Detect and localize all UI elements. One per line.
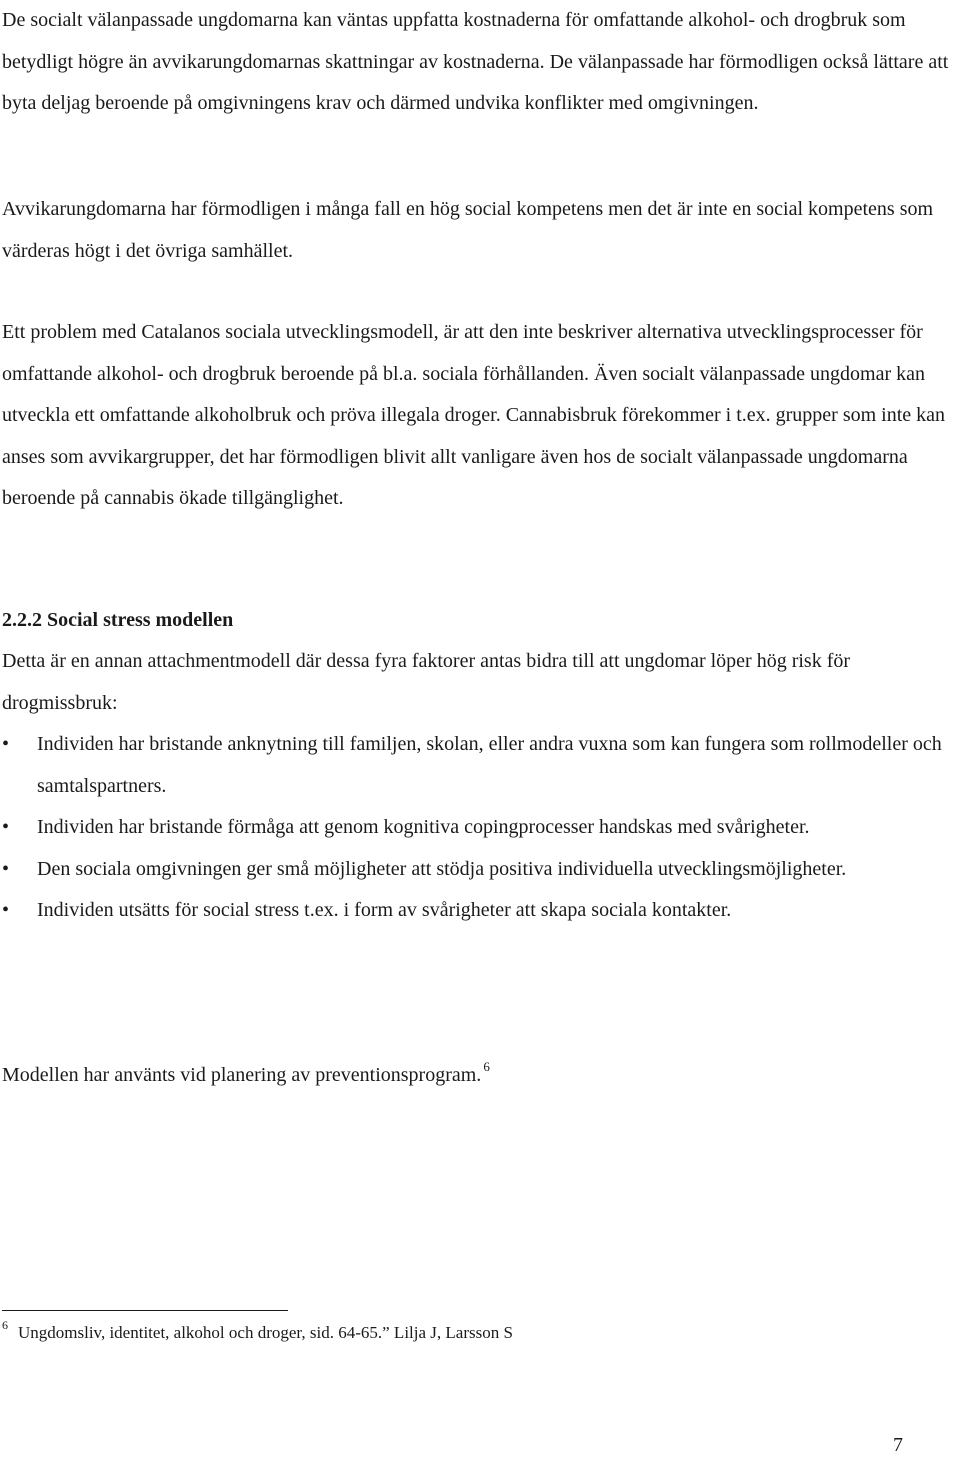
list-item	[2, 724, 956, 807]
list-item-text: Den sociala omgivningen ger små möjligheter att stödja positiva individuella utvecklingsmöjligheter.	[37, 857, 847, 880]
section-heading: 2.2.2 Social stress modellen	[2, 609, 234, 631]
list-item	[2, 807, 956, 849]
list-item	[2, 890, 956, 932]
page-number: 7	[893, 1434, 903, 1456]
footnote-reference[interactable]: 6	[483, 1059, 490, 1074]
closing-sentence	[2, 1055, 956, 1098]
paragraph-catalano-critique: Ett problem med Catalanos sociala utvecklingsmodell, är att den inte beskriver alternativa utvecklingsprocesser för omfattande alkohol- och drogbruk beroende på bl.a. sociala förhållanden. Även socialt välanpassade ungdomar kan utveckla ett omfattande alkoholbruk och pröva illegala droger. Cannabisbruk förekommer i t.ex. grupper som inte kan anses som avvikargrupper, det har förmodligen blivit allt vanligare även hos de socialt välanpassade ungdomarna beroende på cannabis ökade tillgänglighet.	[2, 321, 946, 509]
paragraph-welladjusted-youth: De socialt välanpassade ungdomarna kan väntas uppfatta kostnaderna för omfattande alkohol- och drogbruk som betydligt högre än avvikarungdomarnas skattningar av kostnaderna. De välanpassade har förmodligen också lättare att byta deljag beroende på omgivningens krav och därmed undvika konflikter med omgivningen.	[2, 9, 949, 114]
footnote-divider	[2, 1310, 288, 1311]
bullet-icon: •	[2, 857, 10, 880]
bullet-icon: •	[2, 816, 10, 838]
closing-text: Modellen har använts vid planering av preventionsprogram.	[2, 1064, 482, 1086]
list-item	[2, 849, 956, 891]
list-item-text: Individen har bristande förmåga att genom kognitiva copingprocesser handskas med svårigheter.	[37, 816, 810, 838]
footnote-number: 6	[2, 1318, 8, 1332]
footnote	[2, 1318, 513, 1349]
bullet-icon: •	[2, 899, 10, 921]
paragraph-deviant-youth: Avvikarungdomarna har förmodligen i många fall en hög social kompetens men det är inte en social kompetens som värderas högt i det övriga samhället.	[2, 198, 934, 262]
bullet-icon: •	[2, 733, 10, 755]
list-item-text: Individen utsätts för social stress t.ex. i form av svårigheter att skapa sociala kontakter.	[37, 899, 732, 921]
list-item-text: Individen har bristande anknytning till familjen, skolan, eller andra vuxna som kan fungera som rollmodeller och samtalspartners.	[37, 733, 942, 797]
footnote-text: Ungdomsliv, identitet, alkohol och droger, sid. 64-65.” Lilja J, Larsson S	[18, 1323, 513, 1342]
section-intro: Detta är en annan attachmentmodell där dessa fyra faktorer antas bidra till att ungdomar löper hög risk för drogmissbruk:	[2, 650, 851, 714]
risk-factor-list	[2, 724, 956, 932]
